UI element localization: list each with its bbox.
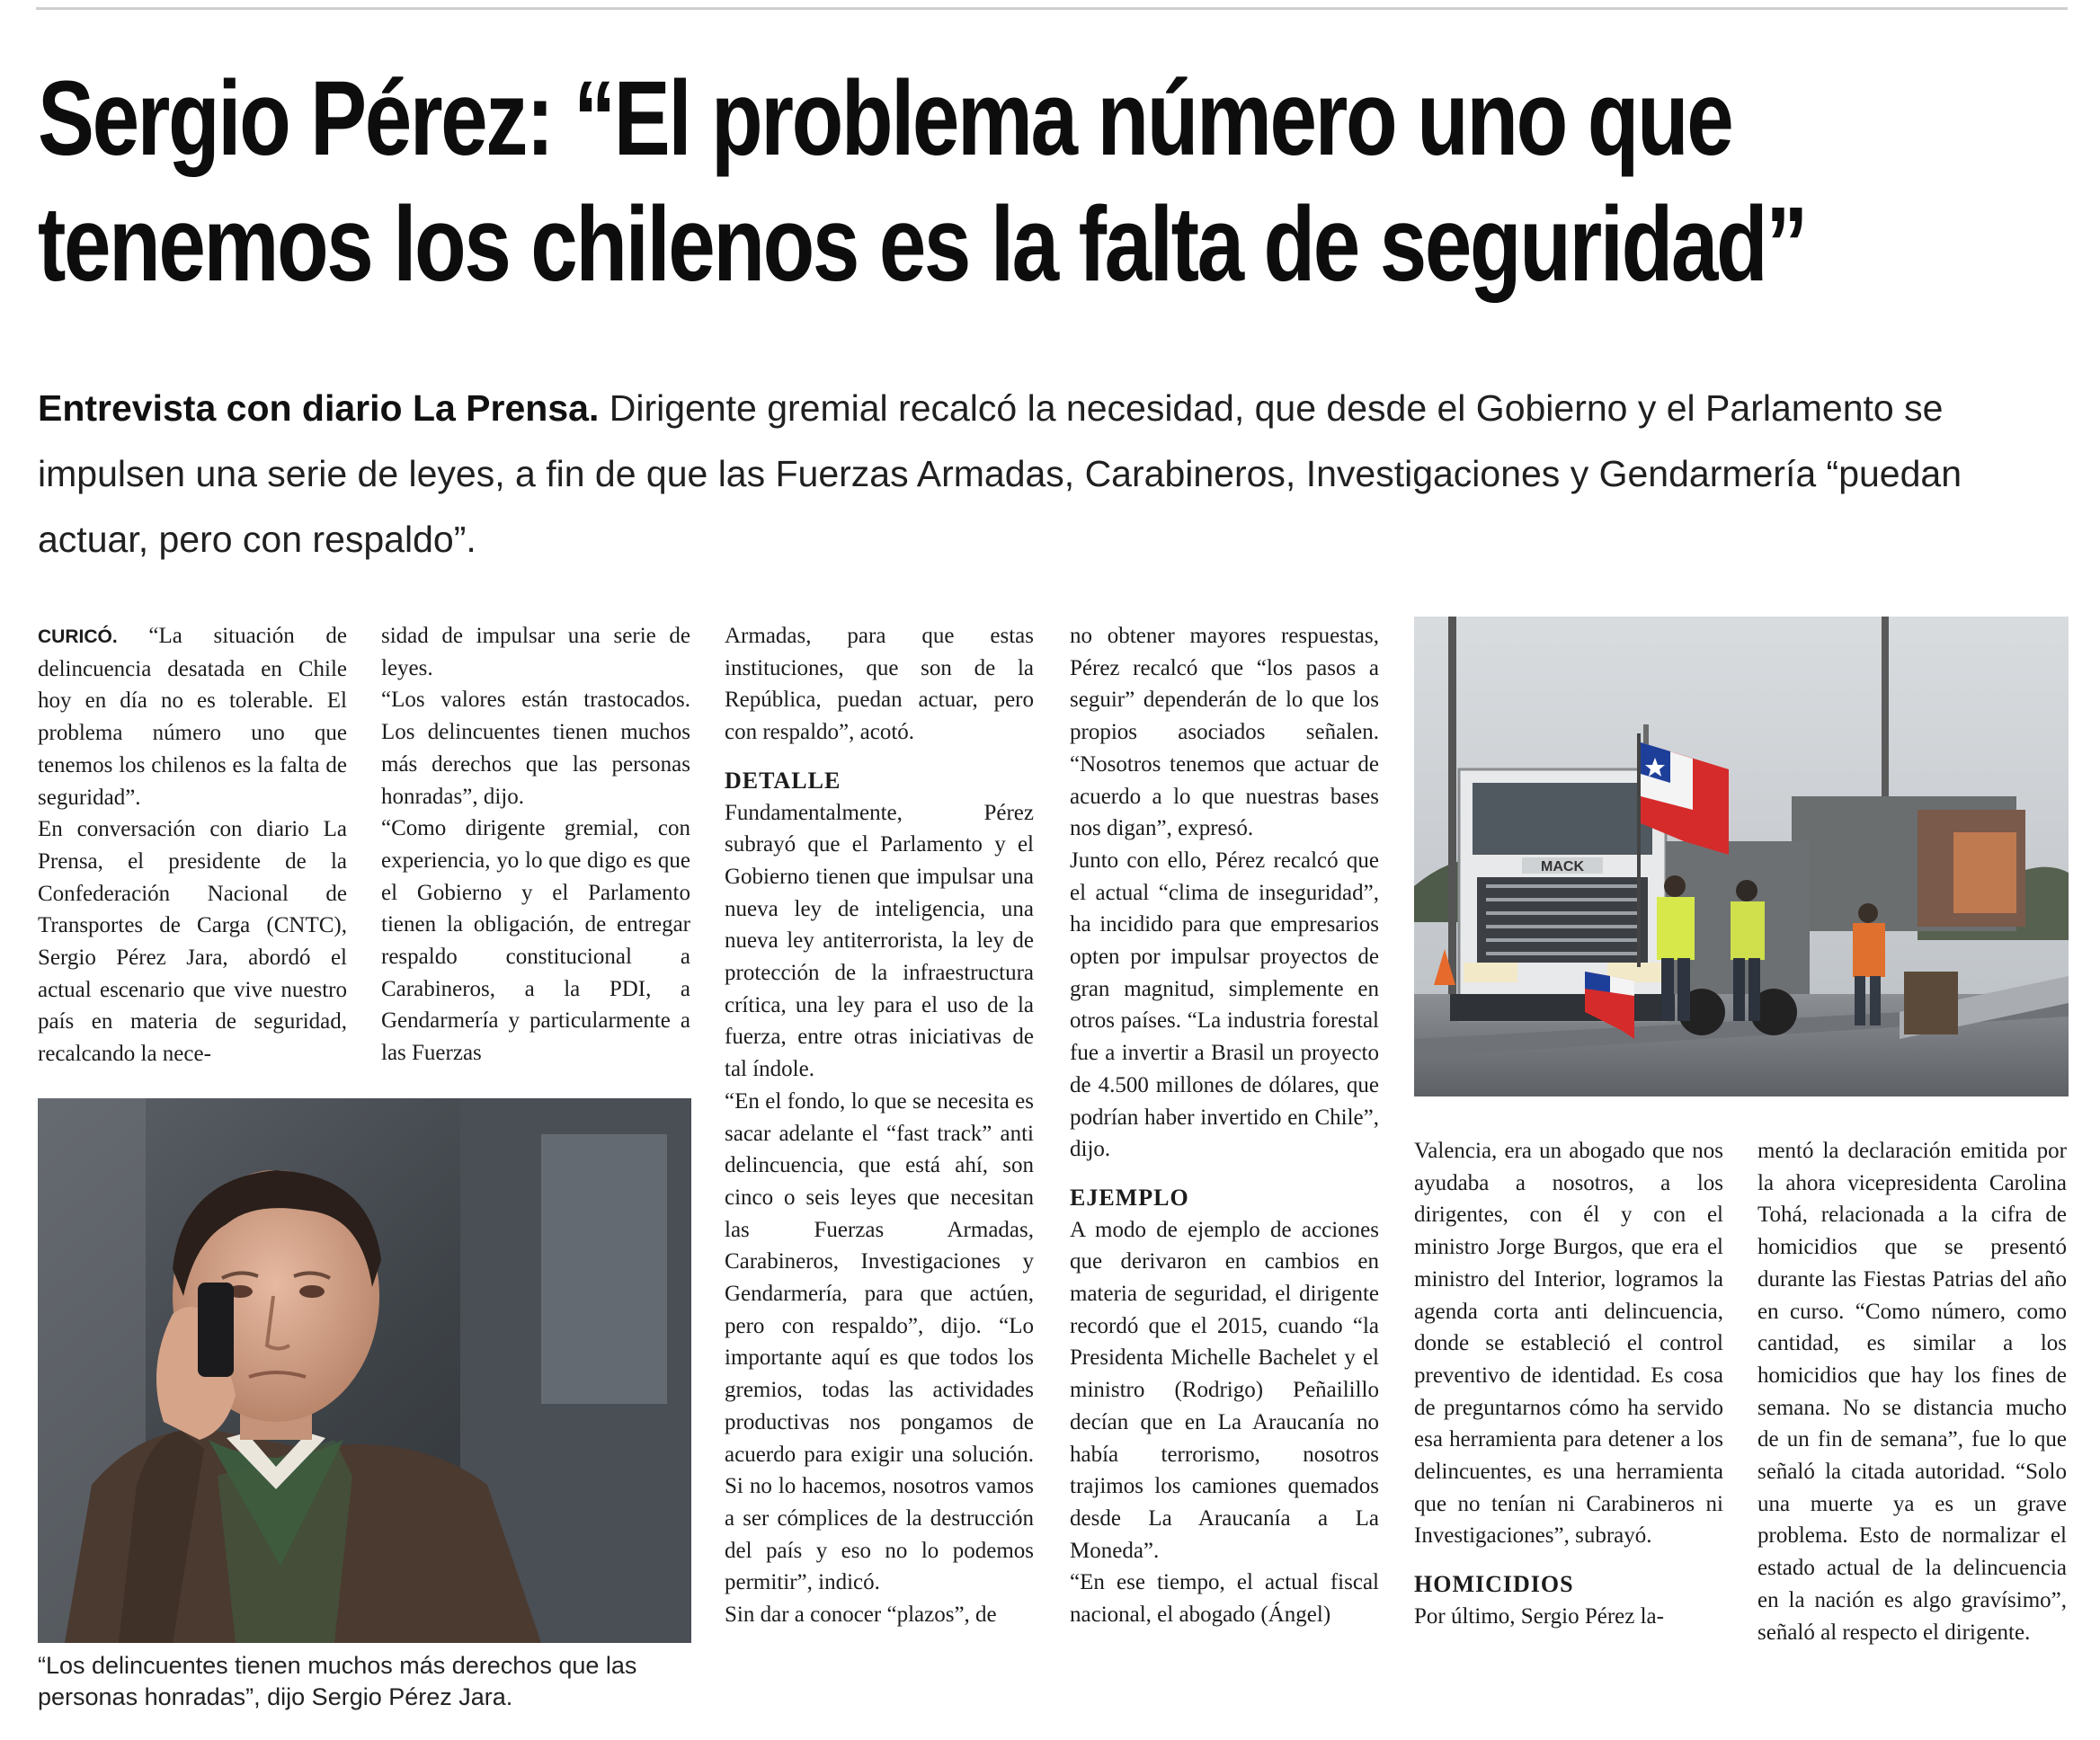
- headline: [38, 56, 2051, 307]
- headline-line-1: Sergio Pérez: “El problema número uno que: [38, 59, 1732, 178]
- article-column-6: [1757, 1135, 2067, 1648]
- col4-paragraph-4: “En ese tiempo, el actual fiscal nacional, el abogado (Ángel): [1070, 1570, 1379, 1628]
- sergio-perez-photo: [38, 1098, 691, 1643]
- section-heading-homicidios: HOMICIDIOS: [1414, 1571, 1574, 1598]
- col6-paragraph-1: mentó la declaración emitida por la ahora vicepresidenta Carolina Tohá, relacionada a la cifra de homicidios que se presentó durante las Fiestas Patrias del año en curso. “Como número, como cantidad, es similar a los homicidios que hay los fines de semana. No se distancia mucho de un fin de semana”, fue lo que señaló la citada autoridad. “Solo una muerte ya es un grave problema. Esto de normalizar el estado actual de la delincuencia en la nación es algo gravísimo”, señaló al respecto el dirigente.: [1757, 1139, 2067, 1645]
- section-heading-detalle: DETALLE: [725, 767, 841, 794]
- col4-paragraph-1: no obtener mayores respuestas, Pérez recalcó que “los pasos a seguir” dependerán de lo que los propios asociados señalen. “Nosotros tenemos que actuar de acuerdo a lo que nuestras bases nos digan”, expresó.: [1070, 624, 1379, 841]
- section-heading-ejemplo: EJEMPLO: [1070, 1184, 1189, 1211]
- photo-caption: “Los delincuentes tienen muchos más derechos que las personas honradas”, dijo Sergio Pérez Jara.: [38, 1652, 637, 1710]
- col5-paragraph-2: Por último, Sergio Pérez la-: [1414, 1603, 1664, 1629]
- subhead-lead: Entrevista con diario La Prensa.: [38, 387, 600, 429]
- man-on-phone-illustration: [38, 1098, 691, 1643]
- col2-paragraph-2: “Los valores están trastocados. Los delincuentes tienen muchos más derechos que las personas honradas”, dijo.: [381, 688, 690, 809]
- col4-paragraph-3: A modo de ejemplo de acciones que derivaron en cambios en materia de seguridad, el dirigente recordó que el 2015, cuando “la Presidenta Michelle Bachelet y el ministro (Rodrigo) Peñailillo decían que en La Araucanía no había terrorismo, nosotros trajimos los camiones quemados desde La Araucanía a La Moneda”.: [1070, 1217, 1379, 1563]
- dateline: CURICÓ.: [38, 626, 118, 647]
- col4-paragraph-2: Junto con ello, Pérez recalcó que el actual “clima de inseguridad”, ha incidido para que empresarios opten por impulsar proyectos de gran magnitud, simplemente en otros países. “La industria forestal fue a invertir a Brasil un proyecto de 4.500 millones de dólares, que podrían haber invertido en Chile”, dijo.: [1070, 848, 1379, 1162]
- article-column-4: [1070, 620, 1379, 1631]
- col5-paragraph-1: Valencia, era un abogado que nos ayudaba a nosotros, a los dirigentes, con él y con el ministro Jorge Burgos, que era el ministro del Interior, logramos la agenda corta anti delincuencia, donde se estableció el control preventivo de identidad. Es cosa de preguntarnos cómo ha servido esa herramienta para detener a los delincuentes, es una herramienta que no tenían ni Carabineros ni Investigaciones”, subrayó.: [1414, 1139, 1723, 1549]
- trucks-photo-illustration: [1414, 617, 2069, 1096]
- article-column-1: [38, 620, 347, 1070]
- col2-paragraph-1: sidad de impulsar una serie de leyes.: [381, 624, 690, 680]
- article-column-5: [1414, 1135, 1723, 1633]
- truck-brand-label: MACK: [1541, 859, 1584, 874]
- subheadline: [38, 376, 2042, 573]
- headline-line-2: tenemos los chilenos es la falta de seguridad”: [38, 185, 1807, 304]
- subhead-text: Dirigente gremial recalcó la necesidad, que desde el Gobierno y el Parlamento se impulsen una serie de leyes, a fin de que las Fuerzas Armadas, Carabineros, Investigaciones y Gendarmería “puedan actuar, pero con respaldo”.: [38, 387, 1962, 560]
- trucks-protest-photo: [1414, 617, 2069, 1096]
- top-rule: [36, 7, 2068, 10]
- article-column-3: [725, 620, 1034, 1631]
- col1-paragraph-2: En conversación con diario La Prensa, el presidente de la Confederación Nacional de Transportes de Carga (CNTC), Sergio Pérez Jara, abordó el actual escenario que vive nuestro país en materia de seguridad, recalcando la nece-: [38, 817, 347, 1067]
- col2-paragraph-3: “Como dirigente gremial, con experiencia, yo lo que digo es que el Gobierno y el Parlamento tienen la obligación, de entregar respaldo constitucional a Carabineros, a la PDI, a Gendarmería y particularmente a las Fuerzas: [381, 816, 690, 1066]
- col1-paragraph-1: “La situación de delincuencia desatada en Chile hoy en día no es tolerable. El problema número uno que tenemos los chilenos es la falta de seguridad”.: [38, 624, 347, 810]
- col3-paragraph-1: Armadas, para que estas instituciones, que son de la República, puedan actuar, pero con respaldo”, acotó.: [725, 624, 1034, 745]
- article-column-2: [381, 620, 690, 1070]
- col3-paragraph-2: Fundamentalmente, Pérez subrayó que el Parlamento y el Gobierno tienen que impulsar una nueva ley de inteligencia, una nueva ley antiterrorista, la ley de protección de la infraestructura crítica, una ley para el uso de la fuerza, entre otras iniciativas de tal índole.: [725, 800, 1034, 1082]
- col3-paragraph-3: “En el fondo, lo que se necesita es sacar adelante el “fast track” anti delincuencia, que está ahí, son cinco o seis leyes que necesitan las Fuerzas Armadas, Carabineros, Investigaciones y Gendarmería, para que actúen, pero con respaldo”, dijo. “Lo importante aquí es que todos los gremios, todas las actividades productivas nos pongamos de acuerdo para exigir una solución. Si no lo hacemos, nosotros vamos a ser cómplices de la destrucción del país y eso no lo podemos permitir”, indicó.: [725, 1088, 1034, 1595]
- phone-icon: [198, 1283, 234, 1377]
- col3-paragraph-4: Sin dar a conocer “plazos”, de: [725, 1602, 997, 1628]
